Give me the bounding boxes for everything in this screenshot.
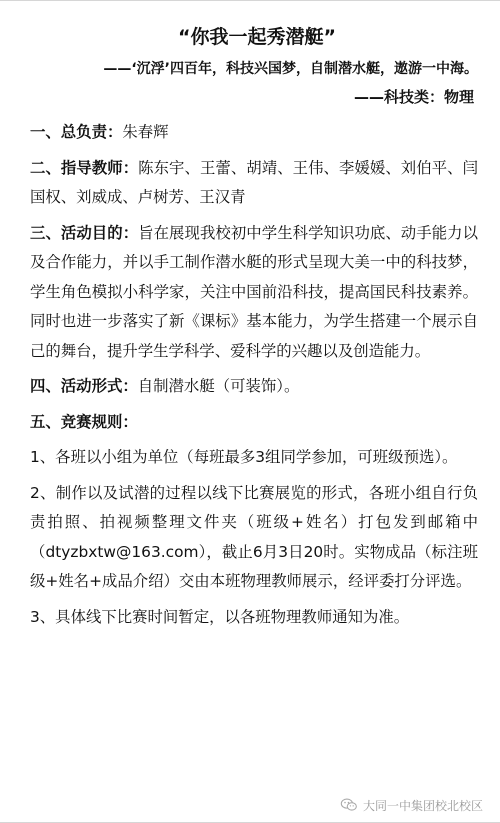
section-format (30, 372, 478, 402)
section-label: 二、指导教师： (30, 158, 139, 177)
wechat-icon (340, 798, 358, 812)
section-rules (30, 408, 478, 438)
section-label: 一、总负责： (30, 123, 123, 141)
rule-item-2: 2、制作以及试潜的过程以线下比赛展览的形式，各班小组自行负责拍照、拍视频整理文件夹（班级+姓名）打包发到邮箱中（dtyzbxtw@163.com），截止6月3日20时。实物成品（标注班级+姓名+成品介绍）交由本班物理教师展示，经评委打分评选。 (30, 483, 478, 590)
document-subtitle: ——‘沉浮’四百年，科技兴国梦，自制潜水艇，遨游一中海。 (103, 61, 478, 77)
document-title: “你我一起秀潜艇” (178, 26, 336, 48)
document-body (30, 24, 478, 632)
rule-item-3: 3、具体线下比赛时间暂定，以各班物理教师通知为准。 (30, 607, 410, 626)
section-label: 四、活动形式： (30, 377, 138, 395)
section-chief (30, 118, 478, 148)
section-label: 三、活动目的： (30, 223, 139, 242)
section-text: 旨在展现我校初中学生科学知识功底、动手能力以及合作能力，并以手工制作潜水艇的形式呈现大美一中的科技梦，学生角色模拟小科学家，关注中国前沿科技，提高国民科技素养。同时也进一步落实了新《课标》基本能力，为学生搭建一个展示自己的舞台，提升学生学科学、爱科学的兴趣以及创造能力。 (30, 223, 478, 360)
document-category: ——科技类：物理 (353, 88, 474, 106)
section-purpose (30, 219, 478, 367)
section-text: 自制潜水艇（可装饰）。 (137, 377, 300, 395)
section-text: 朱春辉 (122, 123, 169, 141)
watermark (340, 794, 483, 816)
rule-item-1: 1、各班以小组为单位（每班最多3组同学参加，可班级预选）。 (30, 448, 458, 466)
section-instructors (30, 154, 478, 213)
top-edge-line (0, 0, 500, 1)
section-text: 陈东宇、王蕾、胡靖、王伟、李媛媛、刘伯平、闫国权、刘威成、卢树芳、王汉青 (30, 158, 478, 206)
watermark-text: 大同一中集团校北校区 (363, 798, 484, 813)
section-label: 五、竞赛规则： (30, 412, 138, 431)
